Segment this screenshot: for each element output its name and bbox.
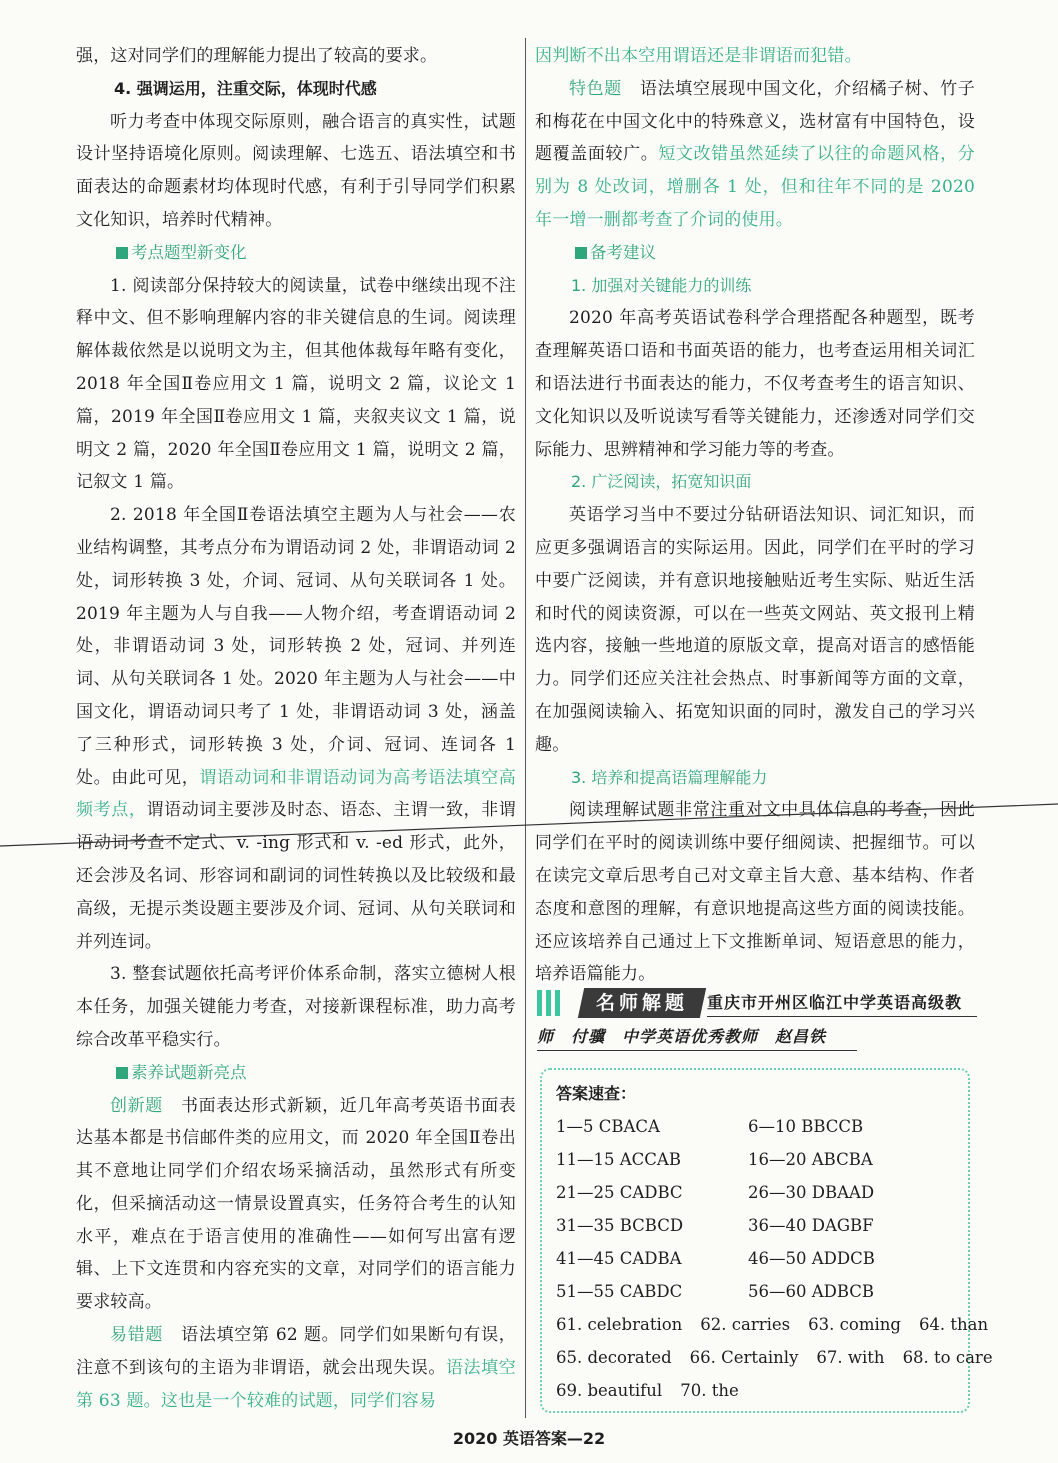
- answer-item: 64. than: [918, 1315, 989, 1334]
- answer-item: 21—25 CADBC: [556, 1183, 683, 1202]
- answer-item: 26—30 DBAAD: [748, 1183, 875, 1202]
- paragraph: 2. 2018 年全国Ⅱ卷语法填空主题为人与社会——农业结构调整，其考点分布为谓语动词 2 处，非谓语动词 2 处，词形转换 3 处，介词、冠词、从句关联词各 1 处。2019 年主题为人与自我——人物介绍，考查谓语动词 2 处，非谓语动词 3 处，词形转换 2 处，冠词、并列连词、从句关联词各 1 处。2020 年主题为人与社会——中国文化，谓语动词只考了 1 处，非谓语动词 3 处，涵盖了三种形式，词形转换 3 处，介词、冠词、连词各 1 处。由此可见，谓语动词和非谓语动词为高考语法填空高频考点，谓语动词主要涉及时态、语态、主谓一致，非谓语动词考查不定式、v. -ing 形式和 v. -ed 形式，此外，还会涉及名词、形容词和副词的词性转换以及比较级和最高级，无提示类设题主要涉及介词、冠词、从句关联词和并列连词。: [76, 505, 516, 952]
- answer-item: 46—50 ADDCB: [748, 1249, 875, 1268]
- tag-label: 创新题: [110, 1095, 163, 1116]
- answer-item: 68. to care: [902, 1348, 993, 1367]
- column-divider: [525, 38, 526, 1418]
- answer-item: 61. celebration: [556, 1315, 683, 1334]
- highlight-text: 谓语动词和非谓语动词为高考语法填空高频考点，: [76, 767, 516, 821]
- answer-item: 66. Certainly: [689, 1348, 799, 1367]
- square-bullet-icon: [116, 1067, 128, 1079]
- square-bullet-icon: [575, 247, 587, 259]
- page-footer: 2020 英语答案—22: [452, 1429, 606, 1448]
- subheading: 3. 培养和提高语篇理解能力: [571, 767, 768, 787]
- answer-item: 36—40 DAGBF: [748, 1216, 874, 1235]
- right-column: [535, 40, 975, 991]
- banner-bars-icon: [537, 990, 560, 1016]
- section-heading: 备考建议: [535, 237, 975, 270]
- scan-fold-line: [0, 788, 1058, 848]
- answer-item: 11—15 ACCAB: [556, 1150, 681, 1169]
- banner-title-box: 名师解题: [578, 988, 706, 1018]
- answer-item: 41—45 CADBA: [556, 1249, 682, 1268]
- paragraph: 英语学习当中不要过分钻研语法知识、词汇知识，而应更多强调语言的实际运用。因此，同学们在平时的学习中要广泛阅读，并有意识地接触贴近考生实际、贴近生活和时代的阅读资源，可以在一些英文网站、英文报刊上精选内容，接触一些地道的原版文章，提高对语言的感悟能力。同学们还应关注社会热点、时事新闻等方面的文章，在加强阅读输入、拓宽知识面的同时，激发自己的学习兴趣。: [535, 505, 975, 755]
- fill-answer-row: [556, 1341, 993, 1374]
- answer-title: 答案速查：: [556, 1084, 637, 1103]
- paragraph: 2020 年高考英语试卷科学合理搭配各种题型，既考查理解英语口语和书面英语的能力，也考查运用相关词汇和语法进行书面表达的能力，不仅考查考生的语言知识、文化知识以及听说读写看等关键能力，还渗透对同学们交际能力、思辨精神和学习能力等的考查。: [535, 308, 975, 460]
- answer-item: 31—35 BCBCD: [556, 1216, 684, 1235]
- teacher-banner: [537, 986, 977, 1052]
- answer-item: 16—20 ABCBA: [748, 1150, 873, 1169]
- highlight-text: 语法填空第 63 题。这也是一个较难的试题，同学们容易: [76, 1357, 516, 1411]
- paragraph: 1. 阅读部分保持较大的阅读量，试卷中继续出现不注释中文、但不影响理解内容的非关键信息的生词。阅读理解体裁依然是以说明文为主，但其他体裁每年略有变化，2018 年全国Ⅱ卷应用文 1 篇，说明文 2 篇，议论文 1 篇，2019 年全国Ⅱ卷应用文 1 篇，夹叙夹议文 1 篇，说明文 2 篇，2020 年全国Ⅱ卷应用文 1 篇，说明文 2 篇，记叙文 1 篇。: [76, 275, 516, 493]
- answer-item: 70. the: [680, 1381, 739, 1400]
- answer-item: 51—55 CABDC: [556, 1282, 683, 1301]
- paragraph: 3. 整套试题依托高考评价体系命制，落实立德树人根本任务，加强关键能力考查，对接新课程标准，助力高考综合改革平稳实行。: [76, 964, 516, 1050]
- subheading: 2. 广泛阅读，拓宽知识面: [571, 472, 752, 492]
- answer-item: 65. decorated: [556, 1348, 672, 1367]
- answer-item: 67. with: [816, 1348, 885, 1367]
- paragraph: 强，这对同学们的理解能力提出了较高的要求。: [76, 46, 438, 66]
- answer-grid: [556, 1110, 968, 1308]
- fill-answer-row: [556, 1374, 968, 1407]
- section-heading: 考点题型新变化: [76, 237, 516, 270]
- teacher-info: 重庆市开州区临江中学英语高级教: [707, 990, 977, 1017]
- paragraph: 特色题 语法填空展现中国文化，介绍橘子树、竹子和梅花在中国文化中的特殊意义，选材富有中国特色，设题覆盖面较广。短文改错虽然延续了以往的命题风格，分别为 8 处改词，增删各 1 处，但和往年不同的是 2020 年一增一删都考查了介词的使用。: [535, 78, 975, 230]
- teacher-info: 师 付骥 中学英语优秀教师 赵昌铁: [537, 1024, 857, 1051]
- paragraph: 听力考查中体现交际原则，融合语言的真实性，试题设计坚持语境化原则。阅读理解、七选五、语法填空和书面表达的命题素材均体现时代感，有利于引导同学们积累文化知识，培养时代精神。: [76, 111, 516, 230]
- subheading: 1. 加强对关键能力的训练: [571, 275, 752, 295]
- answer-box: [540, 1068, 993, 1413]
- answer-item: 6—10 BBCCB: [748, 1117, 864, 1136]
- paragraph: 阅读理解试题非常注重对文中具体信息的考查，因此同学们在平时的阅读训练中要仔细阅读、把握细节。可以在读完文章后思考自己对文章主旨大意、基本结构、作者态度和意图的理解，有意识地提高这些方面的阅读技能。还应该培养自己通过上下文推断单词、短语意思的能力，培养语篇能力。: [535, 800, 975, 985]
- answer-item: 1—5 CBACA: [556, 1117, 660, 1136]
- fill-answer-row: [556, 1308, 989, 1341]
- answer-item: 62. carries: [700, 1315, 791, 1334]
- paragraph: 易错题 语法填空第 62 题。同学们如果断句有误，注意不到该句的主语为非谓语，就会出现失误。语法填空第 63 题。这也是一个较难的试题，同学们容易: [76, 1325, 516, 1411]
- tag-label: 易错题: [110, 1325, 164, 1346]
- paragraph: 创新题 书面表达形式新颖，近几年高考英语书面表达基本都是书信邮件类的应用文，而 2020 年全国Ⅱ卷出其不意地让同学们介绍农场采摘活动，虽然形式有所变化，但采摘活动这一情景设置真实，任务符合考生的认知水平，难点在于语言使用的准确性——如何写出富有逻辑、上下文连贯和内容充实的文章，对同学们的语言能力要求较高。: [76, 1095, 516, 1313]
- tag-label: 特色题: [569, 78, 622, 99]
- square-bullet-icon: [116, 247, 128, 259]
- highlight-text: 短文改错虽然延续了以往的命题风格，分别为 8 处改词，增删各 1 处，但和往年不同的是 2020 年一增一删都考查了介词的使用。: [535, 144, 975, 230]
- answer-item: 56—60 ADBCB: [748, 1282, 875, 1301]
- paragraph: 因判断不出本空用谓语还是非谓语而犯错。: [535, 46, 862, 66]
- answer-item: 63. coming: [808, 1315, 901, 1334]
- answer-item: 69. beautiful: [556, 1381, 663, 1400]
- section-heading: 素养试题新亮点: [76, 1057, 516, 1090]
- left-column: [76, 40, 516, 1417]
- subheading: 4. 强调运用，注重交际，体现时代感: [114, 78, 377, 98]
